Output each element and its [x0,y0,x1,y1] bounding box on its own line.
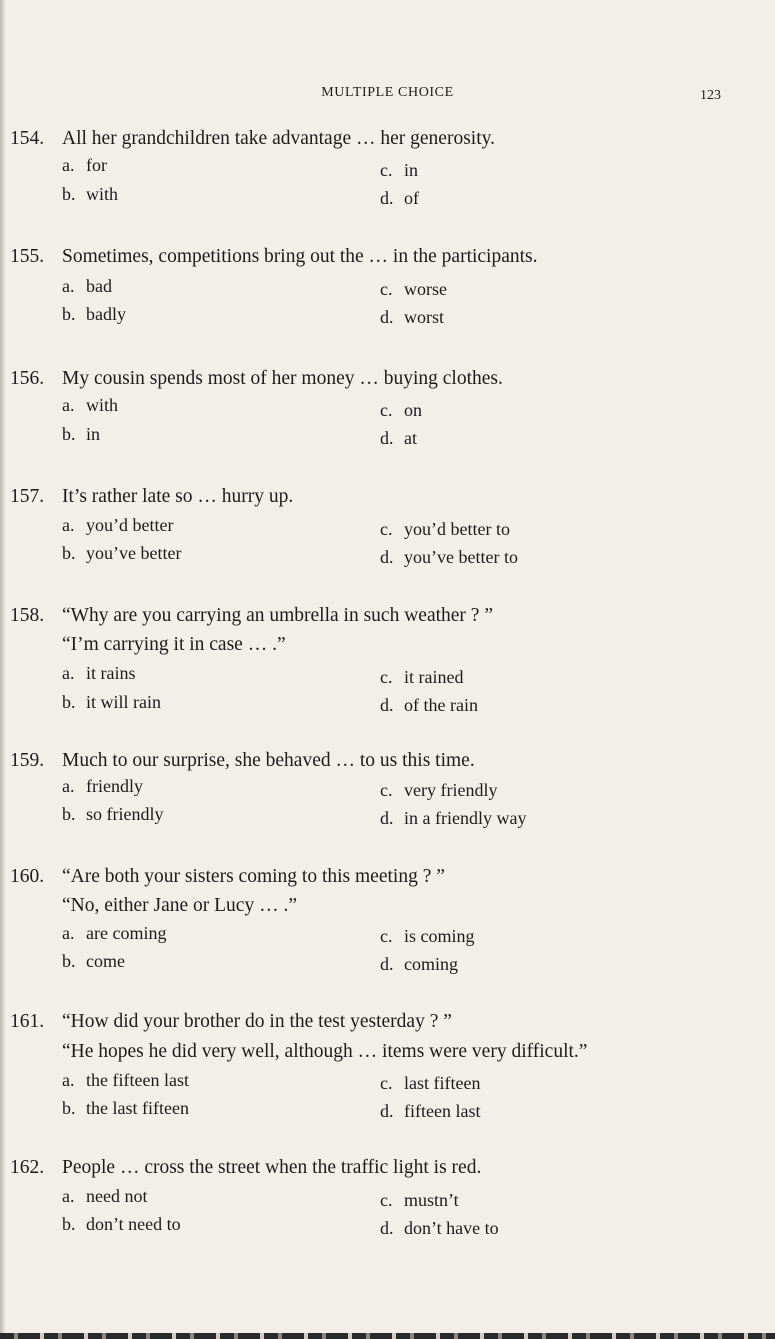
option-a [62,663,136,684]
option-text: in a friendly way [404,808,527,828]
option-text: don’t need to [86,1214,181,1234]
option-c [380,780,497,801]
question-number: 155. [10,246,45,267]
question-stem [10,750,475,772]
option-letter: c. [380,667,393,687]
option-text: with [86,395,119,415]
option-text: bad [86,276,112,296]
option-c [380,1073,480,1094]
option-text: it will rain [86,692,161,712]
option-text: so friendly [86,804,164,824]
option-letter: d. [380,695,394,715]
option-letter: d. [380,1218,394,1238]
option-text: last fifteen [404,1073,481,1093]
question-stem [10,605,493,627]
option-c [380,667,463,688]
option-a [62,515,173,536]
option-text: you’d better [86,515,174,535]
option-letter: d. [380,808,394,828]
option-text: come [86,951,125,971]
option-letter: c. [380,400,393,420]
question-stem [10,866,445,888]
option-c [380,926,475,947]
option-d [380,695,478,716]
question-number: 156. [10,368,45,389]
option-letter: a. [62,276,75,296]
question-text: It’s rather late so … hurry up. [62,486,294,507]
question-number: 159. [10,750,45,771]
question-number: 154. [10,128,45,149]
option-text: you’d better to [404,519,510,539]
option-d [380,188,419,209]
option-letter: a. [62,776,75,796]
option-text: mustn’t [404,1190,459,1210]
option-text: with [86,184,119,204]
option-text: in [86,424,101,444]
option-text: don’t have to [404,1218,499,1238]
option-b [62,692,161,713]
option-text: in [404,160,419,180]
question-text: All her grandchildren take advantage … her generosity. [62,128,495,149]
option-letter: b. [62,804,76,824]
option-b [62,304,126,325]
option-letter: b. [62,692,76,712]
option-c [380,400,422,421]
option-text: worst [404,307,444,327]
option-letter: b. [62,543,76,563]
question-text: Sometimes, competitions bring out the … in the participants. [62,246,538,267]
option-b [62,1214,181,1235]
question-number: 158. [10,605,45,626]
option-text: friendly [86,776,143,796]
option-letter: d. [380,307,394,327]
option-text: fifteen last [404,1101,481,1121]
option-letter: c. [380,780,393,800]
page-gutter-shadow [0,0,6,1339]
question-stem [10,128,495,150]
option-letter: b. [62,184,76,204]
option-text: you’ve better [86,543,182,563]
option-letter: c. [380,1073,393,1093]
question-text: Much to our surprise, she behaved … to us this time. [62,750,475,771]
option-d [380,1218,499,1239]
question-stem [10,246,538,268]
question-text: People … cross the street when the traffic light is red. [62,1157,482,1178]
option-d [380,808,526,829]
option-letter: d. [380,547,394,567]
question-text: My cousin spends most of her money … buying clothes. [62,368,503,389]
option-d [380,547,518,568]
question-number: 160. [10,866,45,887]
option-letter: d. [380,954,394,974]
option-text: badly [86,304,126,324]
option-letter: c. [380,519,393,539]
question-text: “How did your brother do in the test yesterday ? ” [62,1011,452,1032]
option-text: very friendly [404,780,498,800]
option-c [380,160,418,181]
page-number: 123 [700,88,721,103]
option-text: worse [404,279,447,299]
question-stem [10,368,503,390]
option-letter: c. [380,279,393,299]
option-letter: a. [62,663,75,683]
question-number: 161. [10,1011,45,1032]
option-text: of [404,188,419,208]
option-text: is coming [404,926,475,946]
option-a [62,276,112,297]
option-c [380,519,510,540]
option-letter: d. [380,428,394,448]
option-letter: b. [62,951,76,971]
option-letter: a. [62,1070,75,1090]
option-d [380,307,444,328]
option-text: you’ve better to [404,547,518,567]
option-text: it rains [86,663,136,683]
scanned-page-bottom-edge [0,1333,775,1339]
option-b [62,951,125,972]
question-text-continued: “I’m carrying it in case … .” [62,634,286,655]
question-text-continued: “No, either Jane or Lucy … .” [62,895,297,916]
option-text: for [86,155,107,175]
option-letter: b. [62,1098,76,1118]
option-a [62,155,107,176]
option-letter: b. [62,424,76,444]
option-b [62,424,100,445]
option-letter: d. [380,1101,394,1121]
option-text: at [404,428,417,448]
option-b [62,1098,189,1119]
option-a [62,1070,189,1091]
option-letter: b. [62,304,76,324]
question-stem [10,1011,452,1033]
option-letter: a. [62,395,75,415]
option-letter: d. [380,188,394,208]
question-stem [10,486,293,508]
option-letter: a. [62,923,75,943]
option-d [380,428,417,449]
question-text-continued: “He hopes he did very well, although … items were very difficult.” [62,1041,588,1062]
question-text: “Are both your sisters coming to this meeting ? ” [62,866,445,887]
option-a [62,923,166,944]
option-a [62,395,118,416]
question-number: 162. [10,1157,45,1178]
option-text: need not [86,1186,148,1206]
running-header: MULTIPLE CHOICE [321,85,454,100]
option-b [62,804,163,825]
option-letter: c. [380,1190,393,1210]
option-a [62,776,143,797]
option-text: the last fifteen [86,1098,189,1118]
option-letter: b. [62,1214,76,1234]
option-letter: a. [62,155,75,175]
question-text: “Why are you carrying an umbrella in such weather ? ” [62,605,493,626]
question-number: 157. [10,486,45,507]
option-text: are coming [86,923,167,943]
option-a [62,1186,147,1207]
option-b [62,184,118,205]
option-letter: c. [380,160,393,180]
option-b [62,543,181,564]
option-text: it rained [404,667,464,687]
option-text: of the rain [404,695,478,715]
option-d [380,954,458,975]
option-c [380,279,447,300]
option-letter: a. [62,1186,75,1206]
option-d [380,1101,480,1122]
option-c [380,1190,459,1211]
question-stem [10,1157,481,1179]
option-text: coming [404,954,458,974]
option-letter: a. [62,515,75,535]
option-text: the fifteen last [86,1070,189,1090]
option-text: on [404,400,422,420]
option-letter: c. [380,926,393,946]
